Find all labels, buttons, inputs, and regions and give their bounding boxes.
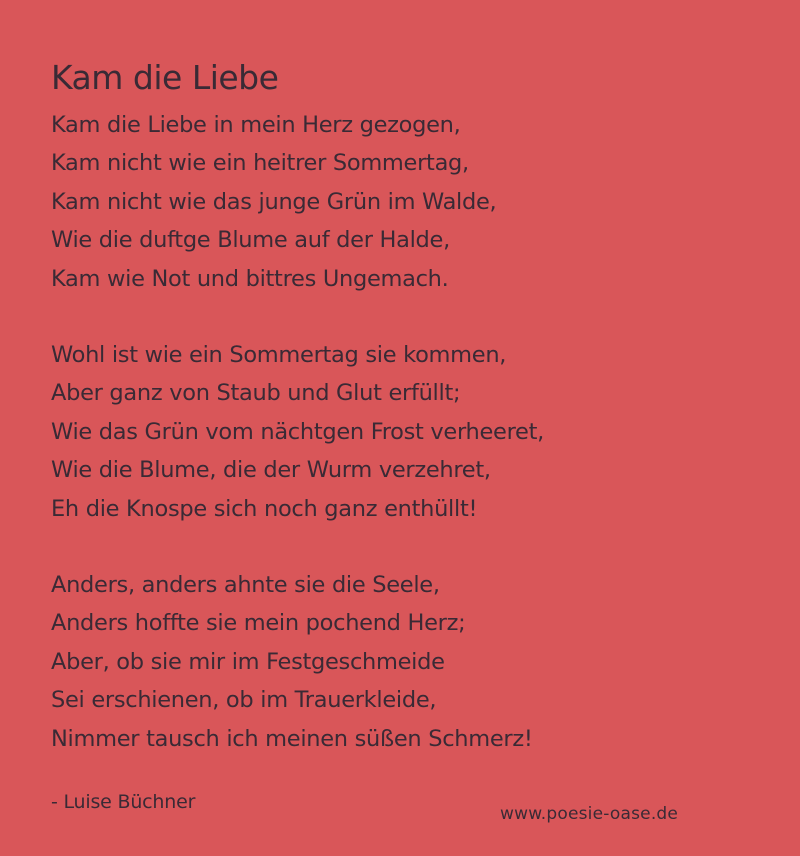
verse-line: Wie das Grün vom nächtgen Frost verheeret,: [51, 418, 544, 445]
verse-line: Wohl ist wie ein Sommertag sie kommen,: [51, 342, 507, 369]
poem-author: - Luise Büchner: [51, 791, 196, 814]
verse-line: Wie die duftge Blume auf der Halde,: [51, 227, 450, 254]
verse-line: Eh die Knospe sich noch ganz enthüllt!: [51, 495, 478, 522]
verse-line: Wie die Blume, die der Wurm verzehret,: [51, 457, 491, 484]
verse-line: Kam wie Not und bittres Ungemach.: [51, 265, 449, 292]
verse-line: Aber, ob sie mir im Festgeschmeide: [51, 648, 445, 675]
verse-line: Kam nicht wie das junge Grün im Walde,: [51, 188, 497, 215]
verse-line: Anders hoffte sie mein pochend Herz;: [51, 610, 466, 637]
poem-card: [51, 56, 771, 816]
verse-line: Kam nicht wie ein heitrer Sommertag,: [51, 150, 469, 177]
stanza-3: [51, 566, 771, 758]
stanza-2: [51, 336, 771, 528]
verse-line: Sei erschienen, ob im Trauerkleide,: [51, 687, 437, 714]
verse-line: Anders, anders ahnte sie die Seele,: [51, 572, 440, 599]
verse-line: Nimmer tausch ich meinen süßen Schmerz!: [51, 725, 533, 752]
verse-line: Aber ganz von Staub und Glut erfüllt;: [51, 380, 461, 407]
website-url: www.poesie-oase.de: [500, 804, 679, 824]
poem-title: Kam die Liebe: [51, 58, 279, 97]
verse-line: Kam die Liebe in mein Herz gezogen,: [51, 112, 461, 138]
stanza-1: [51, 106, 771, 298]
